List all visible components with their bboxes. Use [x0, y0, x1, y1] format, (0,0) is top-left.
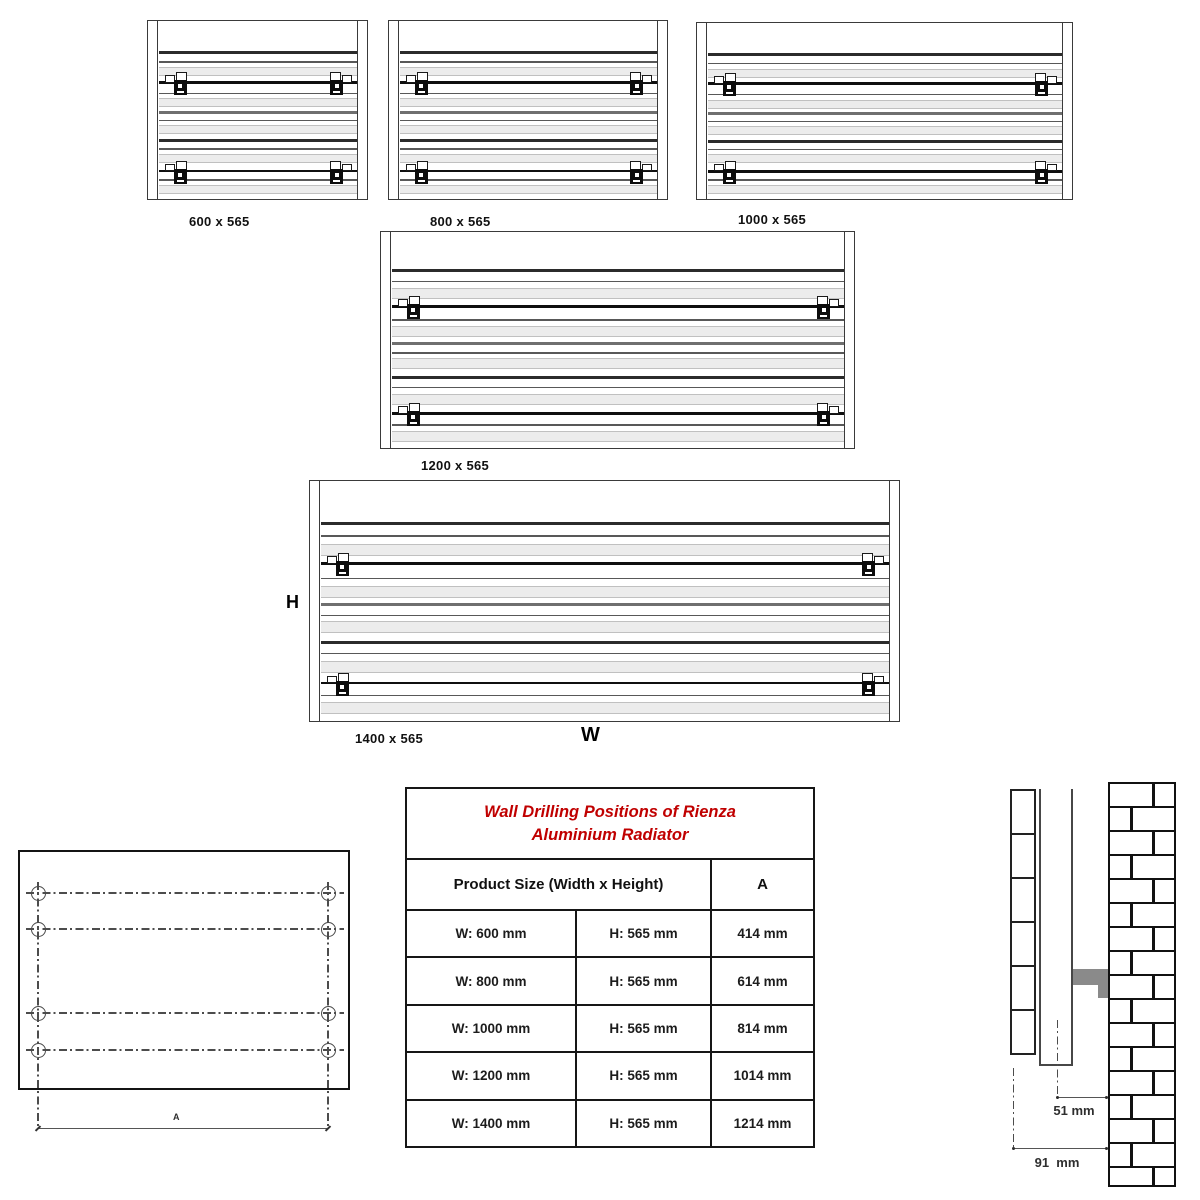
bracket-screw-slot — [411, 415, 415, 419]
bracket-screw-slot — [865, 572, 872, 574]
radiator-slat-line — [708, 179, 1062, 180]
bracket-clip — [1035, 169, 1048, 184]
bracket-tab — [342, 75, 352, 83]
column-header-product-size: Product Size (Width x Height) — [407, 860, 712, 909]
cell-height: H: 565 mm — [577, 1053, 712, 1098]
bracket-screw-slot — [635, 173, 639, 177]
radiator-slat-line — [708, 140, 1062, 143]
brick-joint — [1152, 976, 1155, 998]
radiator-slat-line — [708, 53, 1062, 56]
radiator-profile-segment — [1010, 1009, 1036, 1055]
brick-row — [1110, 1000, 1174, 1024]
drill-hole-icon — [31, 922, 46, 937]
bracket-screw-slot — [1040, 173, 1044, 177]
brick-joint — [1152, 928, 1155, 950]
radiator-side-rail — [1062, 23, 1063, 199]
radiator-slat-line — [321, 578, 889, 579]
radiator-size-label: 1000 x 565 — [738, 212, 807, 227]
bracket-screw-slot — [1038, 92, 1045, 94]
radiator-slat-line — [392, 376, 844, 379]
drill-hole-icon — [31, 1043, 46, 1058]
radiator-groove — [708, 154, 1062, 163]
radiator-front-view — [147, 20, 368, 200]
drill-plate-outline — [18, 850, 350, 1090]
radiator-side-rail — [889, 481, 890, 721]
brick-row — [1110, 1144, 1174, 1168]
bracket-tab — [1047, 164, 1057, 172]
dimension-91-line — [1013, 1148, 1107, 1149]
bracket-clip — [415, 169, 428, 184]
brick-row — [1110, 904, 1174, 928]
radiator-size-label: 1400 x 565 — [355, 731, 424, 746]
brick-row — [1110, 880, 1174, 904]
radiator-slat-line — [321, 615, 889, 616]
bracket-screw-slot — [410, 315, 417, 317]
radiator-slat-line — [392, 281, 844, 282]
bracket-screw-slot — [177, 91, 184, 93]
bracket-screw-slot — [1040, 85, 1044, 89]
radiator-front-view — [388, 20, 668, 200]
mounting-bracket-icon — [398, 294, 428, 321]
cell-height: H: 565 mm — [577, 1006, 712, 1051]
radiator-groove — [159, 98, 357, 107]
bracket-clip — [630, 80, 643, 95]
bracket-tab — [1047, 76, 1057, 84]
radiator-slat-line — [400, 120, 657, 121]
dimension-dot — [1012, 1147, 1015, 1150]
brick-row — [1110, 1024, 1174, 1048]
mounting-bracket-icon — [1027, 159, 1057, 186]
mounting-bracket-icon — [327, 671, 357, 698]
cell-a: 614 mm — [737, 973, 788, 989]
radiator-slat-line — [708, 112, 1062, 115]
radiator-bracket-rail — [321, 682, 889, 685]
bracket-screw-slot — [867, 565, 871, 569]
height-dimension-label: H — [286, 592, 299, 612]
bracket-clip — [407, 304, 420, 319]
radiator-slat-line — [392, 424, 844, 425]
bracket-clip — [330, 80, 343, 95]
radiator-slat-line — [708, 63, 1062, 64]
bracket-screw-slot — [178, 173, 182, 177]
table-title-line2: Aluminium Radiator — [531, 825, 689, 844]
radiator-groove — [392, 431, 844, 442]
bracket-screw-slot — [340, 565, 344, 569]
radiator-slat-line — [159, 51, 357, 54]
brick-joint — [1130, 952, 1133, 974]
radiator-slat-line — [321, 603, 889, 606]
radiator-groove — [321, 661, 889, 673]
mounting-bracket-icon — [165, 159, 195, 186]
mounting-bracket-icon — [854, 551, 884, 578]
bracket-screw-slot — [822, 415, 826, 419]
bracket-screw-slot — [867, 685, 871, 689]
bracket-screw-slot — [822, 308, 826, 312]
bracket-clip — [817, 411, 830, 426]
brick-row — [1110, 952, 1174, 976]
bracket-clip — [862, 681, 875, 696]
bracket-screw-slot — [418, 91, 425, 93]
bracket-screw-slot — [333, 91, 340, 93]
column-header-a: A — [757, 876, 768, 893]
mounting-bracket-icon — [406, 70, 436, 97]
bracket-screw-slot — [335, 84, 339, 88]
radiator-bracket-rail — [708, 170, 1062, 173]
bracket-screw-slot — [418, 180, 425, 182]
bracket-clip — [407, 411, 420, 426]
radiator-slat-line — [400, 148, 657, 149]
bracket-screw-slot — [419, 84, 423, 88]
radiator-front-view — [309, 480, 900, 722]
cell-height: H: 565 mm — [577, 1101, 712, 1146]
bracket-screw-slot — [411, 308, 415, 312]
radiator-slats — [392, 232, 844, 448]
brick-wall — [1108, 782, 1176, 1187]
radiator-groove — [392, 358, 844, 369]
radiator-slat-line — [708, 121, 1062, 122]
brick-row — [1110, 1048, 1174, 1072]
brick-row — [1110, 832, 1174, 856]
brick-joint — [1152, 784, 1155, 806]
cell-height: H: 565 mm — [577, 958, 712, 1003]
bracket-tab — [874, 676, 884, 684]
brick-joint — [1130, 1048, 1133, 1070]
dimension-dot — [1056, 1096, 1059, 1099]
brick-row — [1110, 976, 1174, 1000]
brick-joint — [1130, 1144, 1133, 1166]
radiator-slat-line — [400, 61, 657, 62]
brick-joint — [1152, 880, 1155, 902]
bracket-tab — [642, 75, 652, 83]
bracket-screw-slot — [726, 92, 733, 94]
bracket-screw-slot — [178, 84, 182, 88]
table-row — [407, 911, 813, 958]
guide-line — [1057, 1020, 1058, 1100]
cell-a: 1214 mm — [733, 1115, 792, 1131]
bracket-tab — [342, 164, 352, 172]
radiator-slat-line — [159, 61, 357, 62]
hole-center-line — [26, 1012, 344, 1013]
cell-width: W: 600 mm — [407, 911, 577, 956]
radiator-slat-line — [392, 387, 844, 388]
dimension-dot — [1105, 1096, 1108, 1099]
brick-joint — [1130, 1000, 1133, 1022]
radiator-slat-line — [321, 695, 889, 696]
brick-joint — [1152, 832, 1155, 854]
bracket-clip — [862, 561, 875, 576]
radiator-slats — [400, 21, 657, 199]
brick-joint — [1152, 1120, 1155, 1142]
radiator-size-label: 800 x 565 — [430, 214, 491, 229]
bracket-screw-slot — [633, 91, 640, 93]
width-dimension-label: W — [581, 724, 600, 746]
radiator-groove — [708, 100, 1062, 109]
radiator-slats — [708, 23, 1062, 199]
cell-height: H: 565 mm — [577, 911, 712, 956]
drill-hole-icon — [321, 922, 336, 937]
radiator-groove — [159, 185, 357, 194]
radiator-slat-line — [400, 139, 657, 142]
brick-row — [1110, 856, 1174, 880]
radiator-slat-line — [321, 522, 889, 525]
bracket-screw-slot — [335, 173, 339, 177]
table-header-row — [407, 860, 813, 911]
radiator-slat-line — [159, 139, 357, 142]
bracket-screw-slot — [1038, 180, 1045, 182]
radiator-groove — [708, 126, 1062, 135]
bracket-clip — [174, 80, 187, 95]
bracket-screw-slot — [633, 180, 640, 182]
table-row — [407, 958, 813, 1005]
mounting-bracket-icon — [714, 71, 744, 98]
table-title-line1: Wall Drilling Positions of Rienza — [484, 802, 736, 821]
radiator-side-rail — [357, 21, 358, 199]
radiator-bracket-rail — [400, 81, 657, 84]
bracket-screw-slot — [333, 180, 340, 182]
radiator-groove — [708, 185, 1062, 194]
radiator-size-label: 600 x 565 — [189, 214, 250, 229]
radiator-slat-line — [708, 149, 1062, 150]
radiator-bracket-rail — [708, 82, 1062, 85]
radiator-side-rail — [844, 232, 845, 448]
bracket-screw-slot — [726, 180, 733, 182]
drill-hole-icon — [321, 1043, 336, 1058]
bracket-clip — [415, 80, 428, 95]
radiator-groove — [392, 394, 844, 405]
brick-row — [1110, 1072, 1174, 1096]
bracket-clip — [336, 681, 349, 696]
brick-joint — [1130, 808, 1133, 830]
guide-line — [1013, 1068, 1014, 1150]
brick-joint — [1130, 1096, 1133, 1118]
wall-bracket — [1073, 969, 1108, 985]
hole-center-line — [26, 1049, 344, 1050]
radiator-slat-line — [392, 269, 844, 272]
table-title — [407, 789, 813, 860]
radiator-slat-line — [159, 111, 357, 114]
radiator-groove — [321, 621, 889, 633]
radiator-slat-line — [392, 352, 844, 353]
radiator-slat-line — [400, 51, 657, 54]
cell-width: W: 800 mm — [407, 958, 577, 1003]
mounting-bracket-icon — [1027, 71, 1057, 98]
radiator-bracket-rail — [321, 562, 889, 565]
radiator-groove — [321, 702, 889, 714]
cell-a: 814 mm — [737, 1021, 788, 1037]
brick-row — [1110, 1096, 1174, 1120]
radiator-slat-line — [708, 94, 1062, 95]
mounting-bracket-icon — [322, 70, 352, 97]
radiator-groove — [321, 586, 889, 598]
bracket-screw-slot — [410, 422, 417, 424]
radiator-bracket-rail — [392, 305, 844, 308]
bracket-screw-slot — [820, 315, 827, 317]
mounting-bracket-icon — [398, 401, 428, 428]
radiator-slat-line — [392, 342, 844, 345]
mounting-bracket-icon — [327, 551, 357, 578]
brick-row — [1110, 1168, 1174, 1187]
radiator-groove — [321, 544, 889, 556]
radiator-slat-line — [321, 641, 889, 644]
cell-width: W: 1400 mm — [407, 1101, 577, 1146]
radiator-bracket-rail — [392, 412, 844, 415]
radiator-profile-segment — [1010, 833, 1036, 879]
dimension-51-label: 51 mm — [1053, 1103, 1095, 1118]
mounting-bracket-icon — [622, 159, 652, 186]
pipe-line — [1071, 789, 1073, 1066]
dimension-91-label: 91 mm — [1034, 1155, 1080, 1170]
radiator-slat-line — [392, 319, 844, 320]
dimension-dot — [1105, 1147, 1108, 1150]
radiator-groove — [400, 67, 657, 76]
bracket-clip — [817, 304, 830, 319]
bracket-clip — [336, 561, 349, 576]
brick-joint — [1130, 856, 1133, 878]
mounting-bracket-icon — [714, 159, 744, 186]
radiator-bracket-rail — [400, 170, 657, 173]
radiator-slat-line — [321, 535, 889, 536]
dimension-tick — [325, 1125, 331, 1131]
dimension-51-line — [1057, 1097, 1107, 1098]
bracket-screw-slot — [727, 85, 731, 89]
dimension-a-label: A — [173, 1112, 180, 1122]
radiator-slat-line — [400, 111, 657, 114]
hole-center-line — [26, 892, 344, 893]
cell-a: 414 mm — [737, 926, 788, 942]
drilling-positions-table — [405, 787, 815, 1148]
bracket-screw-slot — [820, 422, 827, 424]
brick-row — [1110, 784, 1174, 808]
radiator-groove — [400, 125, 657, 134]
mounting-bracket-icon — [809, 401, 839, 428]
mounting-bracket-icon — [622, 70, 652, 97]
hole-center-line — [26, 928, 344, 929]
wall-bracket-step — [1098, 985, 1109, 998]
radiator-groove — [708, 69, 1062, 78]
radiator-slat-line — [159, 120, 357, 121]
bracket-clip — [723, 81, 736, 96]
table-row — [407, 1053, 813, 1100]
brick-row — [1110, 1120, 1174, 1144]
bracket-clip — [330, 169, 343, 184]
bracket-screw-slot — [419, 173, 423, 177]
radiator-slat-line — [159, 148, 357, 149]
bracket-clip — [630, 169, 643, 184]
bracket-screw-slot — [635, 84, 639, 88]
radiator-groove — [159, 125, 357, 134]
bracket-screw-slot — [177, 180, 184, 182]
radiator-profile-segment — [1010, 965, 1036, 1011]
radiator-groove — [392, 288, 844, 299]
radiator-slats — [321, 481, 889, 721]
cell-width: W: 1000 mm — [407, 1006, 577, 1051]
bracket-tab — [642, 164, 652, 172]
bracket-tab — [829, 299, 839, 307]
drill-hole-icon — [321, 886, 336, 901]
drill-hole-icon — [321, 1006, 336, 1021]
brick-row — [1110, 808, 1174, 832]
bracket-screw-slot — [727, 173, 731, 177]
bracket-screw-slot — [340, 685, 344, 689]
brick-row — [1110, 928, 1174, 952]
radiator-slat-line — [400, 179, 657, 180]
radiator-slat-line — [400, 93, 657, 94]
brick-joint — [1152, 1072, 1155, 1094]
radiator-front-view — [380, 231, 855, 449]
radiator-profile-segment — [1010, 789, 1036, 835]
mounting-bracket-icon — [406, 159, 436, 186]
radiator-profile-segment — [1010, 921, 1036, 967]
radiator-groove — [392, 326, 844, 337]
radiator-profile-stack — [1010, 789, 1036, 1055]
table-row — [407, 1101, 813, 1146]
radiator-size-label: 1200 x 565 — [421, 458, 490, 473]
mounting-bracket-icon — [165, 70, 195, 97]
radiator-profile-segment — [1010, 877, 1036, 923]
pipe-line — [1039, 789, 1041, 1066]
bracket-clip — [723, 169, 736, 184]
brick-joint — [1130, 904, 1133, 926]
mounting-bracket-icon — [322, 159, 352, 186]
brick-joint — [1152, 1024, 1155, 1046]
bracket-clip — [174, 169, 187, 184]
radiator-side-rail — [657, 21, 658, 199]
cell-width: W: 1200 mm — [407, 1053, 577, 1098]
radiator-groove — [400, 154, 657, 163]
radiator-groove — [400, 185, 657, 194]
bracket-screw-slot — [339, 692, 346, 694]
bracket-screw-slot — [339, 572, 346, 574]
radiator-front-view — [696, 22, 1073, 200]
drill-hole-icon — [31, 886, 46, 901]
table-row — [407, 1006, 813, 1053]
bracket-clip — [1035, 81, 1048, 96]
radiator-slat-line — [321, 653, 889, 654]
bracket-screw-slot — [865, 692, 872, 694]
bracket-tab — [829, 406, 839, 414]
bracket-tab — [874, 556, 884, 564]
dimension-a-line — [38, 1128, 328, 1129]
radiator-groove — [400, 98, 657, 107]
mounting-bracket-icon — [854, 671, 884, 698]
brick-joint — [1152, 1168, 1155, 1187]
cell-a: 1014 mm — [733, 1068, 792, 1084]
drill-hole-icon — [31, 1006, 46, 1021]
mounting-bracket-icon — [809, 294, 839, 321]
